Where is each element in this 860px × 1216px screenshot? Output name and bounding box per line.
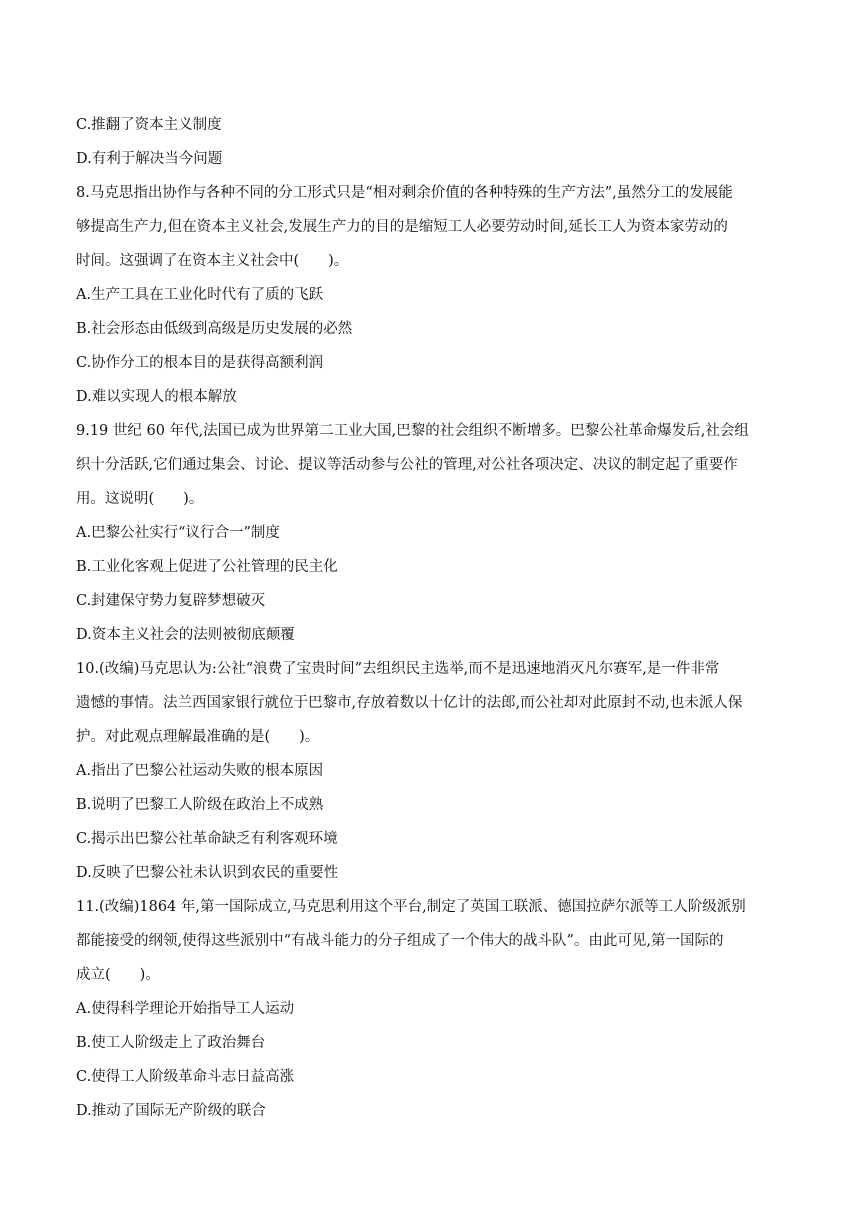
question-11	[76, 890, 788, 1128]
question-10	[76, 652, 788, 890]
option-b: B.社会形态由低级到高级是历史发展的必然	[76, 321, 353, 337]
option-a: A.使得科学理论开始指导工人运动	[76, 1001, 295, 1017]
option-b: B.使工人阶级走上了政治舞台	[76, 1035, 266, 1051]
option-b: B.工业化客观上促进了公社管理的民主化	[76, 559, 338, 575]
question-stem-line: 织十分活跃,它们通过集会、讨论、提议等活动参与公社的管理,对公社各项决定、决议的制定起了重要作	[76, 457, 738, 473]
question-stem-line: 用。这说明( )。	[76, 491, 204, 507]
question-9	[76, 414, 788, 652]
question-stem-line: 成立( )。	[76, 967, 160, 983]
option-c: C.推翻了资本主义制度	[76, 117, 222, 133]
option-c: C.揭示出巴黎公社革命缺乏有利客观环境	[76, 831, 338, 847]
option-d: D.有利于解决当今问题	[76, 151, 223, 167]
document-page	[76, 108, 788, 1128]
question-8	[76, 176, 788, 414]
option-c: C.封建保守势力复辟梦想破灭	[76, 593, 266, 609]
option-a: A.巴黎公社实行“议行合一”制度	[76, 525, 280, 541]
option-d: D.推动了国际无产阶级的联合	[76, 1103, 266, 1119]
option-c: C.协作分工的根本目的是获得高额利润	[76, 355, 324, 371]
option-d: D.反映了巴黎公社未认识到农民的重要性	[76, 865, 339, 881]
question-stem-line: 10.(改编)马克思认为:公社“浪费了宝贵时间”去组织民主选举,而不是迅速地消灭凡尔赛军,是一件非常	[76, 661, 720, 677]
option-a: A.生产工具在工业化时代有了质的飞跃	[76, 287, 324, 303]
question-stem-line: 11.(改编)1864 年,第一国际成立,马克思利用这个平台,制定了英国工联派、德国拉萨尔派等工人阶级派别	[76, 899, 746, 915]
option-d: D.资本主义社会的法则被彻底颠覆	[76, 627, 295, 643]
option-c: C.使得工人阶级革命斗志日益高涨	[76, 1069, 295, 1085]
option-d: D.难以实现人的根本解放	[76, 389, 237, 405]
question-stem-line: 都能接受的纲领,使得这些派别中“有战斗能力的分子组成了一个伟大的战斗队”。由此可见,第一国际的	[76, 933, 724, 949]
question-stem-line: 时间。这强调了在资本主义社会中( )。	[76, 253, 349, 269]
question-stem-line: 够提高生产力,但在资本主义社会,发展生产力的目的是缩短工人必要劳动时间,延长工人为资本家劳动的	[76, 219, 728, 235]
question-stem-line: 遗憾的事情。法兰西国家银行就位于巴黎市,存放着数以十亿计的法郎,而公社却对此原封不动,也未派人保	[76, 695, 743, 711]
question-stem-line: 8.马克思指出协作与各种不同的分工形式只是“相对剩余价值的各种特殊的生产方法”,虽然分工的发展能	[76, 185, 733, 201]
option-b: B.说明了巴黎工人阶级在政治上不成熟	[76, 797, 324, 813]
question-stem-line: 护。对此观点理解最准确的是( )。	[76, 729, 320, 745]
option-a: A.指出了巴黎公社运动失败的根本原因	[76, 763, 324, 779]
question-stem-line: 9.19 世纪 60 年代,法国已成为世界第二工业大国,巴黎的社会组织不断增多。巴黎公社革命爆发后,社会组	[76, 423, 749, 439]
